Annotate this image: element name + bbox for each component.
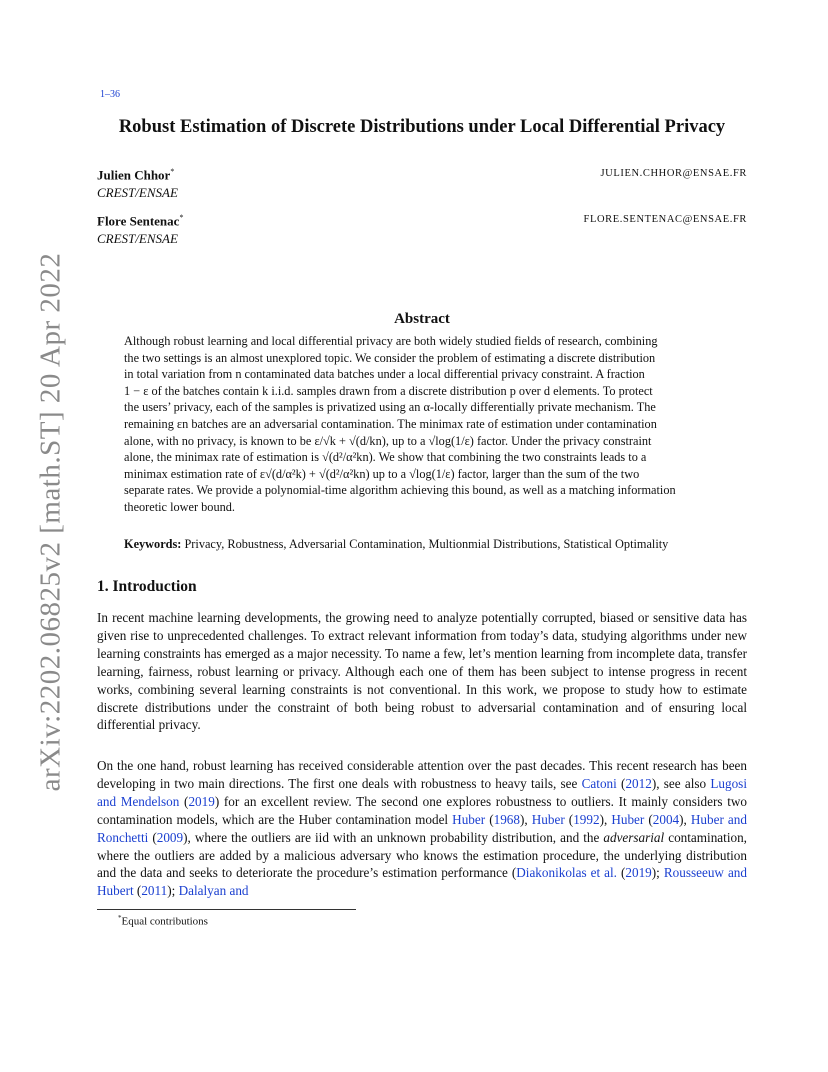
author-affiliation: CREST/ENSAE — [97, 231, 178, 247]
page-range[interactable]: 1–36 — [100, 89, 120, 100]
citation-link[interactable]: 2012 — [625, 775, 652, 791]
citation-link[interactable]: 2011 — [141, 883, 168, 899]
author-email: JULIEN.CHHOR@ENSAE.FR — [600, 168, 747, 179]
citation-link[interactable]: Rousseeuw and Hubert — [97, 865, 747, 899]
abstract-line: 1 − ε of the batches contain k i.i.d. samples drawn from a discrete distribution p over d elements. To protect — [124, 383, 653, 398]
citation-link[interactable]: Catoni — [581, 775, 617, 791]
citation-link[interactable]: 2019 — [188, 793, 215, 809]
arxiv-stamp — [32, 252, 70, 792]
abstract-body — [124, 333, 720, 516]
author-mark: * — [170, 167, 175, 176]
abstract-line: remaining εn batches are an adversarial contamination. The minimax rate of estimation under contamination — [124, 416, 657, 431]
text-run: ); — [651, 865, 664, 881]
footnote — [118, 914, 208, 928]
citation-link[interactable]: Huber — [611, 811, 645, 827]
keywords-label: Keywords: — [124, 537, 182, 551]
keywords — [124, 537, 724, 552]
text-run: ), see also — [651, 775, 711, 791]
citation-link[interactable]: 2009 — [156, 829, 184, 845]
abstract-line: the two settings is an almost unexplored topic. We consider the problem of estimating a discrete distribution — [124, 350, 656, 365]
text-run: contamination, where the outliers are added by a malicious adversary who knows the estimation procedure, the underlying distribution and the data and seeks to deteriorate the procedure’s estimation performance ( — [97, 829, 747, 881]
text-run: On the one hand, robust learning has received considerable attention over the past decades. This recent research has been developing in two main directions. The first one deals with robustness to heavy tails, see — [97, 758, 747, 791]
author-mark: * — [179, 213, 184, 222]
citation-link[interactable]: Huber and Ronchetti — [97, 811, 747, 845]
author-block-2 — [97, 213, 747, 247]
intro-paragraph-2 — [97, 757, 747, 900]
author-email: FLORE.SENTENAC@ENSAE.FR — [583, 214, 747, 225]
text-run: ), — [679, 811, 691, 827]
text-run: ( — [644, 811, 653, 827]
text-run: ( — [179, 793, 189, 809]
text-run: ( — [485, 811, 494, 827]
intro-paragraph-1: In recent machine learning developments, the growing need to analyze potentially corrupted, biased or sensitive data has given rise to unprecedented challenges. To extract relevant information from today’s data, studying algorithms under new learning constraints has emerged as a major necessity. To name a few, let’s mention learning from incomplete data, transfer learning, fairness, robust learning or privacy. Although each one of them has been subject to intense progress in recent works, combining several learning constraints is not conventional. In this work, we propose to study how to estimate discrete distributions under the constraint of both being robust to adversarial contamination and of ensuring local differential privacy. — [97, 610, 747, 733]
abstract-line: in total variation from n contaminated data batches under a local differential privacy constraint. A fraction — [124, 367, 645, 382]
author-block-1 — [97, 167, 747, 201]
citation-link[interactable]: 2019 — [625, 865, 652, 881]
author-affiliation: CREST/ENSAE — [97, 185, 178, 201]
author-name: Flore Sentenac — [97, 213, 180, 229]
citation-link[interactable]: 1992 — [573, 811, 600, 827]
emphasis: adversarial — [603, 829, 665, 845]
text-run: ), — [519, 811, 532, 827]
arxiv-stamp-text: arXiv:2202.06825v2 [math.ST] 20 Apr 2022 — [34, 252, 67, 792]
abstract-line: alone, with no privacy, is known to be ε/√k + √(d/kn), up to a √log(1/ε) factor. Under the privacy constraint — [124, 433, 652, 448]
citation-link[interactable]: Huber — [531, 811, 565, 827]
text-run: ( — [616, 865, 626, 881]
abstract-heading: Abstract — [394, 311, 450, 327]
section-heading: 1. Introduction — [97, 578, 197, 595]
keywords-text: Privacy, Robustness, Adversarial Contamination, Multionmial Distributions, Statistical Optimality — [184, 537, 669, 551]
citation-link[interactable]: Huber — [452, 811, 486, 827]
text-run: ); — [167, 883, 179, 899]
abstract-line: alone, the minimax rate of estimation is √(d²/α²kn). We show that combining the two constraints leads to a — [124, 450, 647, 465]
author-name: Julien Chhor — [97, 167, 171, 183]
text-run: ( — [616, 775, 626, 791]
abstract-line: separate rates. We provide a polynomial-time algorithm achieving this bound, as well as a matching information — [124, 483, 676, 498]
citation-link[interactable]: Diakonikolas et al. — [516, 865, 617, 881]
abstract-line: theoretic lower bound. — [124, 499, 235, 514]
citation-link[interactable]: Dalalyan and — [178, 883, 249, 899]
citation-link[interactable]: Lugosi and Mendelson — [97, 775, 747, 809]
citation-link[interactable]: 2004 — [652, 811, 680, 827]
text-run: ), — [599, 811, 612, 827]
abstract-line: minimax estimation rate of ε√(d/α²k) + √(d²/α²kn) up to a √log(1/ε) factor, larger than the sum of the two — [124, 466, 640, 481]
footnote-text: Equal contributions — [121, 915, 208, 928]
text-run: ) for an excellent review. The second one explores robustness to outliers. It mainly considers two contamination models, which are the Huber contamination model — [97, 793, 747, 827]
text-run: ( — [148, 829, 157, 845]
abstract-line: the users’ privacy, each of the samples is privatized using an α-locally differentially private mechanism. The — [124, 400, 656, 415]
footnote-divider — [97, 909, 356, 910]
text-run: ), where the outliers are iid with an unknown probability distribution, and the — [183, 829, 604, 845]
citation-link[interactable]: 1968 — [493, 811, 520, 827]
paper-title: Robust Estimation of Discrete Distributions under Local Differential Privacy — [118, 117, 726, 137]
text-run: ( — [133, 883, 142, 899]
footnote-mark: * — [118, 914, 122, 922]
abstract-line: Although robust learning and local differential privacy are both widely studied fields of research, combining — [124, 334, 658, 348]
text-run: ( — [564, 811, 574, 827]
